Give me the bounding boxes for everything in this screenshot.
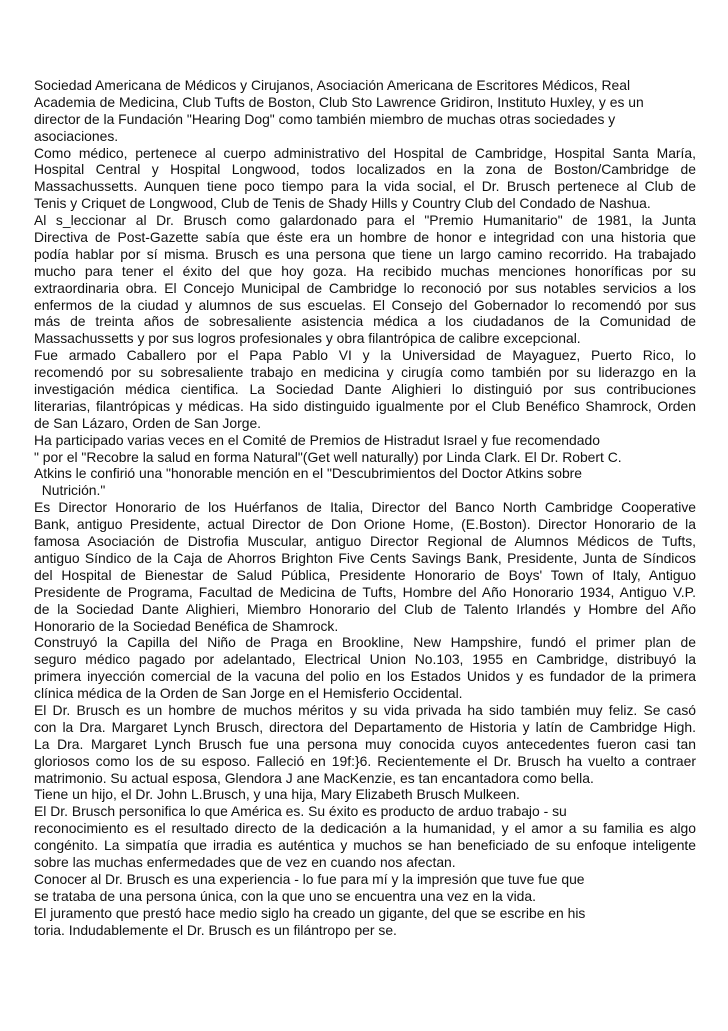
text-line: Sociedad Americana de Médicos y Cirujanos, Asociación Americana de Escritores Médicos, Real (34, 77, 631, 93)
text-line: podía hablar por sí misma. Brusch es una persona que tiene un largo camino recorrido. Ha trabajado (34, 245, 696, 262)
text-line: El Dr. Brusch personifica lo que América es. Su éxito es producto de arduo trabajo - su (34, 803, 567, 820)
text-line: primera inyección comercial de la vacuna del polio en los Estados Unidos y es fundador de la primera (34, 668, 696, 685)
text-line: reconocimiento es el resultado directo de la dedicación a la humanidad, y el amor a su familia es algo (34, 820, 696, 837)
text-line: asociaciones. (34, 127, 119, 144)
text-line: seguro médico pagado por adelantado, Electrical Union No.103, 1955 en Cambridge, distribuyó la (34, 651, 696, 668)
text-line: Presidente de Programa, Facultad de Medicina de Tufts, Hombre del Año Honorario 1934, Antiguo V.P. (34, 583, 696, 600)
text-line: Es Director Honorario de los Huérfanos de Italia, Director del Banco North Cambridge Cooperative (34, 499, 696, 516)
text-line: Conocer al Dr. Brusch es una experiencia - lo fue para mí y la impresión que tuve fue que (34, 870, 585, 887)
text-line: se trataba de una persona única, con la que uno se encuentra una vez en la vida. (34, 887, 536, 904)
text-line: literarias, filantrópicas y médicas. Ha sido distinguido igualmente por el Club Benéfico Shamrock, Orden (34, 397, 696, 414)
text-line: más de treinta años de sobresaliente asistencia médica a los ciudadanos de la Comunidad de (34, 313, 696, 330)
text-line: El juramento que prestó hace medio siglo ha creado un gigante, del que se escribe en his (34, 904, 586, 921)
text-line: Fue armado Caballero por el Papa Pablo VI y la Universidad de Mayaguez, Puerto Rico, lo (34, 347, 696, 364)
text-line: Honorario de la Sociedad Benéfica de Shamrock. (34, 617, 339, 634)
text-line: mucho para tener el éxito del que hoy goza. Ha recibido muchas menciones honoríficas por su (34, 262, 696, 279)
text-line: Massachussetts. Aunquen tiene poco tiempo para la vida social, el Dr. Brusch pertenece al Club de (34, 178, 696, 195)
text-line: extraordinaria obra. El Concejo Municipal de Cambridge lo reconoció por sus notables servicios a los (34, 279, 696, 296)
text-line: " por el "Recobre la salud en forma Natural"(Get well naturally) por Linda Clark. El Dr. Robert C. (34, 448, 622, 465)
text-line: Directiva de Post-Gazette sabía que éste era un hombre de honor e integridad con una historia que (34, 229, 696, 246)
text-line: Massachussetts y por sus logros profesionales y obra filantrópica de calibre excepcional. (34, 330, 581, 347)
document-page (34, 77, 696, 938)
text-line: Atkins le confirió una "honorable mención en el "Descubrimientos del Doctor Atkins sobre (34, 465, 583, 482)
text-line: clínica médica de la Orden de San Jorge en el Hemisferio Occidental. (34, 685, 463, 702)
text-line: de la Sociedad Dante Alighieri, Miembro Honorario del Club de Talento Irlandés y Hombre del Año (34, 600, 696, 617)
text-line: con la Dra. Margaret Lynch Brusch, directora del Departamento de Historia y latín de Cambridge High. (34, 718, 696, 735)
text-line: Construyó la Capilla del Niño de Praga en Brookline, New Hampshire, fundó el primer plan de (34, 634, 696, 651)
text-line: investigación médica cientifica. La Sociedad Dante Alighieri lo distinguió por sus contribuciones (34, 381, 696, 398)
text-line: de San Lázaro, Orden de San Jorge. (34, 414, 262, 431)
text-line: director de la Fundación "Hearing Dog" como también miembro de muchas otras sociedades y (34, 110, 616, 127)
text-line: matrimonio. Su actual esposa, Glendora J ane MacKenzie, es tan encantadora como bella. (34, 769, 594, 786)
text-line: antiguo Síndico de la Caja de Ahorros Brighton Five Cents Savings Bank, Presidente, Junta de Síndicos (34, 549, 696, 566)
text-line: Nutrición." (34, 482, 106, 499)
text-line: Tiene un hijo, el Dr. John L.Brusch, y una hija, Mary Elizabeth Brusch Mulkeen. (34, 786, 520, 803)
text-line: Academia de Medicina, Club Tufts de Boston, Club Sto Lawrence Gridiron, Instituto Huxley, y es un (34, 93, 644, 110)
text-line: congénito. La simpatía que irradia es auténtica y muchos se han beneficiado de su enfoque inteligente (34, 837, 696, 854)
text-line: gloriosos como los de su esposo. Falleció en 19f:}6. Recientemente el Dr. Brusch ha vuelto a contraer (34, 752, 696, 769)
text-line: sobre las muchas enfermedades que de vez en cuando nos afectan. (34, 853, 456, 870)
text-line: Bank, antiguo Presidente, actual Director de Don Orione Home, (E.Boston). Director Honorario de la (34, 516, 696, 533)
text-line: Ha participado varias veces en el Comité de Premios de Histradut Israel y fue recomendado (34, 431, 600, 448)
text-line: Hospital Central y Hospital Longwood, todos localizados en la zona de Boston/Cambridge de (34, 161, 696, 178)
text-line: famosa Asociación de Distrofia Muscular, antiguo Director Regional de Alumnos Médicos de Tufts, (34, 533, 696, 550)
text-line: toria. Indudablemente el Dr. Brusch es un filántropo per se. (34, 921, 397, 938)
text-line: del Hospital de Bienestar de Salud Pública, Presidente Honorario de Boys' Town of Italy, Antiguo (34, 566, 696, 583)
text-line: El Dr. Brusch es un hombre de muchos méritos y su vida privada ha sido también muy feliz. Se casó (34, 701, 696, 718)
text-line: Al s_leccionar al Dr. Brusch como galardonado para el "Premio Humanitario" de 1981, la Junta (34, 212, 696, 229)
text-line: recomendó por su sobresaliente trabajo en medicina y cirugía como también por su liderazgo en la (34, 364, 696, 381)
text-line: enfermos de la ciudad y alumnos de sus escuelas. El Consejo del Gobernador lo recomendó por sus (34, 296, 696, 313)
text-line: Tenis y Criquet de Longwood, Club de Tenis de Shady Hills y Country Club del Condado de Nashua. (34, 195, 651, 212)
text-line: Como médico, pertenece al cuerpo administrativo del Hospital de Cambridge, Hospital Santa María, (34, 144, 696, 161)
text-line: La Dra. Margaret Lynch Brusch fue una persona muy conocida cuyos antecedentes fueron casi tan (34, 735, 696, 752)
